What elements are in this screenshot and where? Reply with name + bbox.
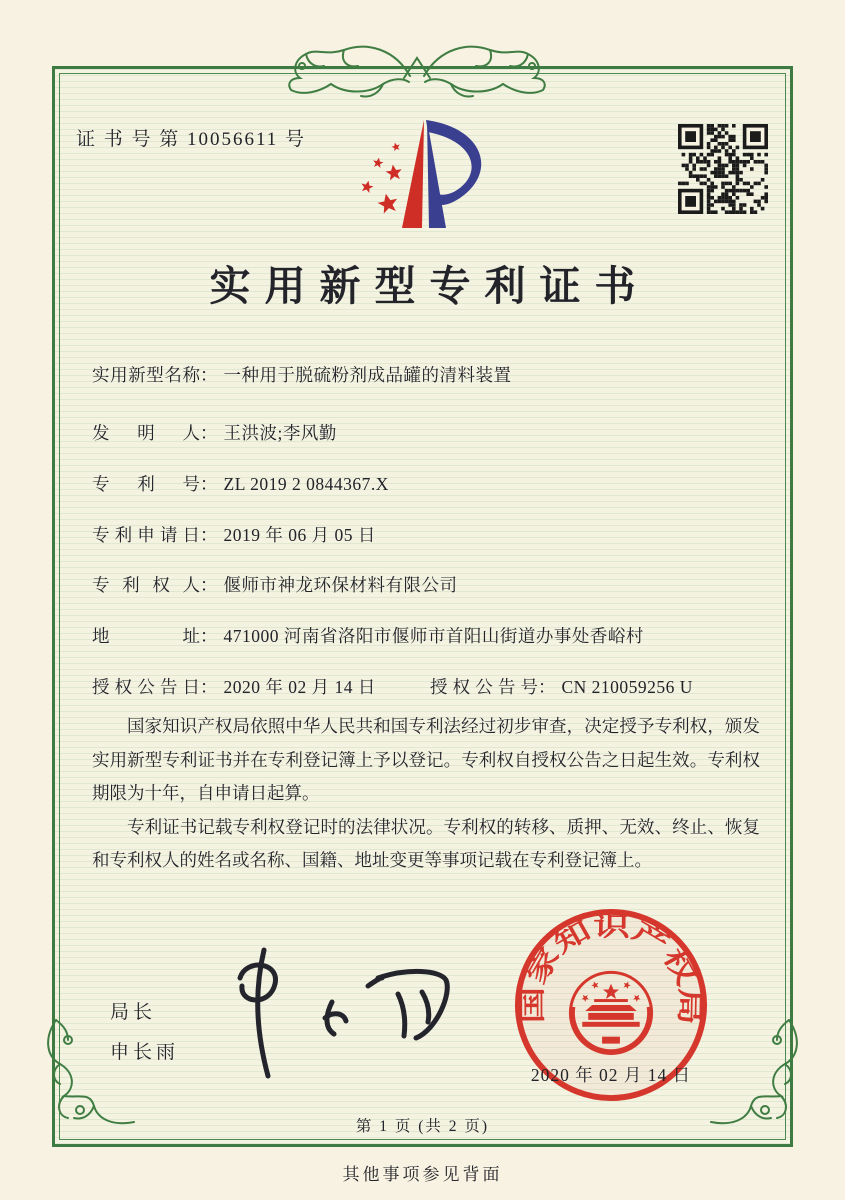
legal-paragraph-1: 国家知识产权局依照中华人民共和国专利法经过初步审查，决定授予专利权，颁发实用新型专利证书并在专利登记簿上予以登记。专利权自授权公告之日起生效。专利权期限为十年，自申请日起算。	[92, 716, 760, 803]
certificate-title: 实用新型专利证书	[209, 263, 650, 309]
field-row-grant-date	[92, 674, 760, 699]
field-colon: ：	[200, 677, 218, 697]
field-colon: ：	[200, 575, 218, 595]
field-row-inventors	[92, 420, 760, 445]
field-colon: ：	[200, 525, 218, 545]
field-value: 2019 年 06 月 05 日	[223, 525, 376, 545]
seal-text: 国家知识产权局	[517, 911, 705, 1024]
field-value: 一种用于脱硫粉剂成品罐的清料装置	[223, 365, 512, 385]
field-value: CN 210059256 U	[561, 677, 693, 697]
field-label: 授权公告号	[430, 677, 538, 697]
page-number: 第 1 页 (共 2 页)	[355, 1118, 490, 1135]
field-row-address	[92, 623, 760, 648]
field-value: 2020 年 02 月 14 日	[223, 677, 376, 697]
qr-code	[678, 124, 768, 214]
field-value: 偃师市神龙环保材料有限公司	[223, 575, 458, 595]
field-label: 专利申请日	[92, 525, 200, 545]
cnipa-logo-icon	[338, 114, 520, 242]
field-label: 授权公告日	[92, 677, 200, 697]
legal-text	[92, 710, 760, 878]
field-row-utility-model-name	[92, 362, 760, 387]
field-colon: ：	[200, 626, 218, 646]
commissioner-title: 局长	[110, 1002, 157, 1023]
field-value: 王洪波;李风勤	[223, 423, 337, 443]
field-label: 专利权人	[92, 575, 200, 595]
field-value: ZL 2019 2 0844367.X	[223, 474, 389, 494]
field-row-filing-date	[92, 522, 760, 547]
seal-date: 2020 年 02 月 14 日	[530, 1065, 692, 1085]
field-colon: ：	[200, 474, 218, 494]
field-row-patent-number	[92, 471, 760, 496]
certificate-number: 证 书 号 第 10056611 号	[76, 129, 307, 150]
field-label: 专利号	[92, 474, 200, 494]
field-label: 实用新型名称	[92, 365, 200, 385]
field-row-patentee	[92, 572, 760, 597]
field-colon: ：	[200, 423, 218, 443]
commissioner-signature	[212, 942, 462, 1082]
commissioner-name: 申长雨	[110, 1042, 180, 1063]
grant-publication-number	[430, 674, 693, 699]
field-colon: ：	[538, 677, 556, 697]
commissioner-block	[110, 993, 179, 1073]
legal-paragraph-2: 专利证书记载专利权登记时的法律状况。专利权的转移、质押、无效、终止、恢复和专利权人的姓名或名称、国籍、地址变更等事项记载在专利登记簿上。	[92, 816, 760, 870]
back-side-note: 其他事项参见背面	[342, 1165, 503, 1184]
field-label: 发明人	[92, 423, 200, 443]
field-label: 地址	[92, 626, 200, 646]
field-colon: ：	[200, 365, 218, 385]
field-value: 471000 河南省洛阳市偃师市首阳山街道办事处香峪村	[223, 626, 644, 646]
